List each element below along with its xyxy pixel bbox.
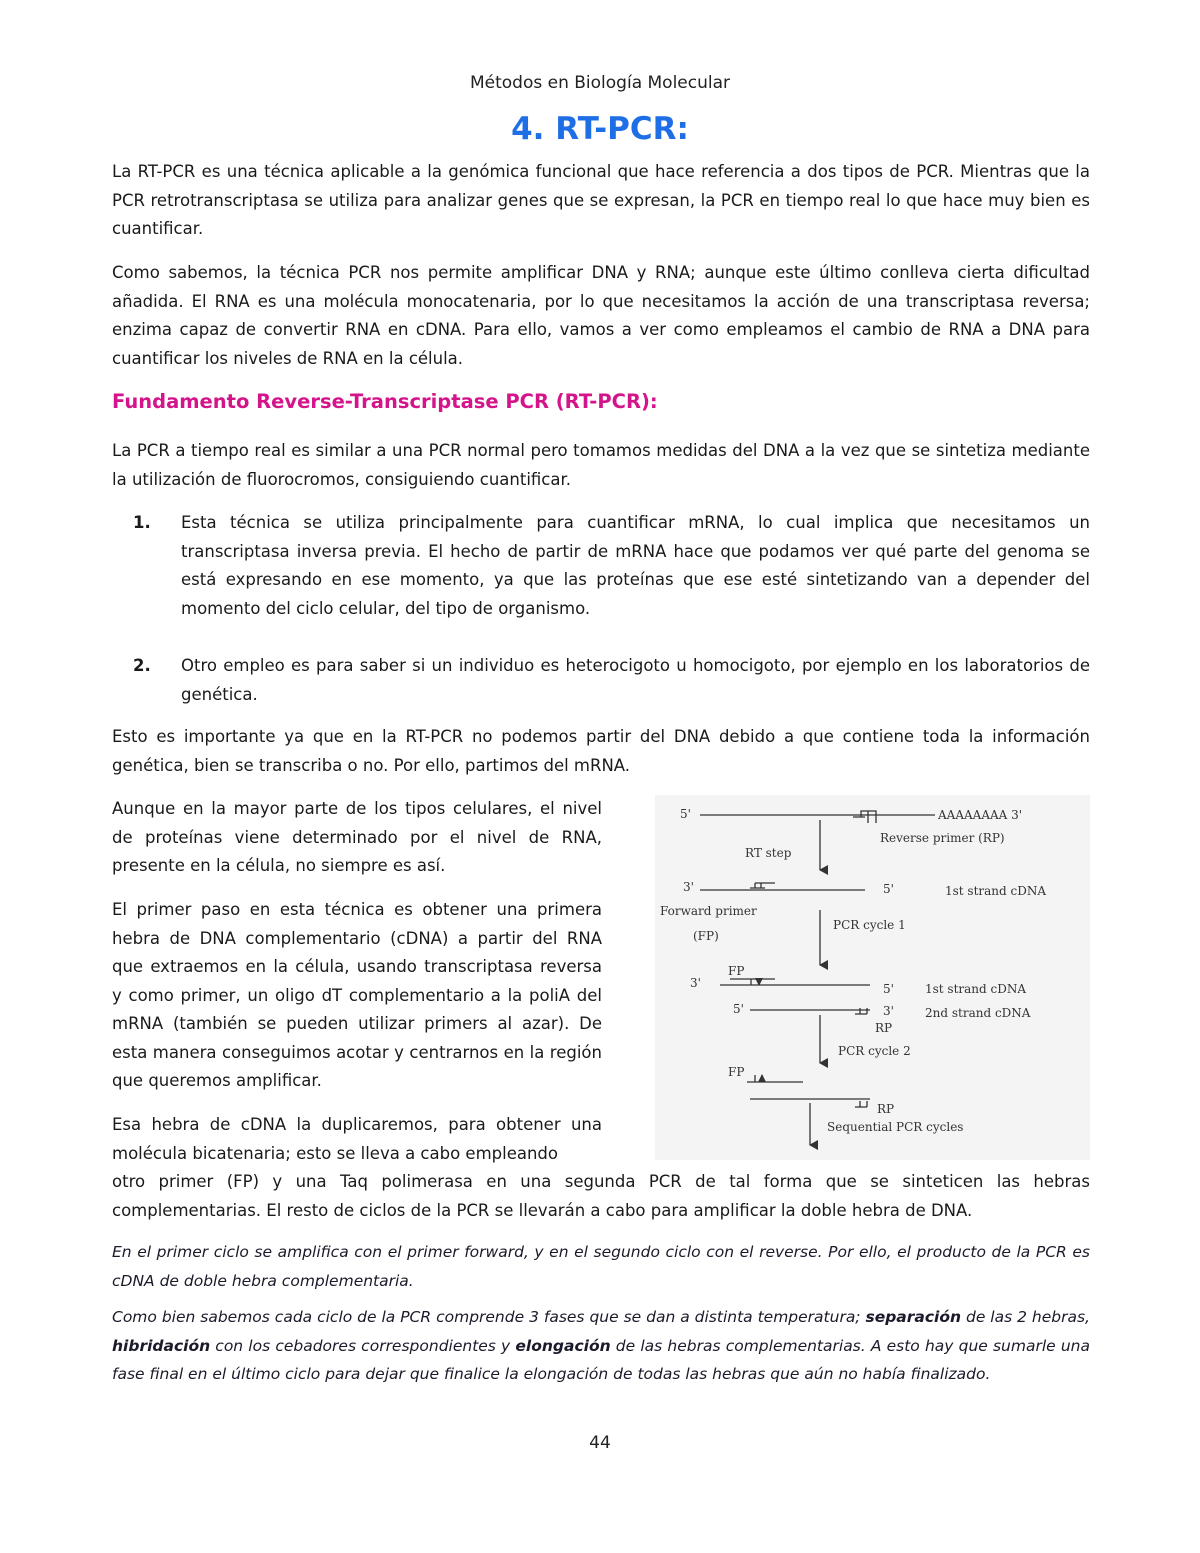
- label-reverse-primer: Reverse primer (RP): [880, 831, 1005, 845]
- intro-paragraph-2: Como sabemos, la técnica PCR nos permite amplificar DNA y RNA; aunque este último conlleva cierta dificultad añadida. El RNA es una molécula monocatenaria, por lo que necesitamos la acción de una transcriptasa reversa; enzima capaz de convertir RNA en cDNA. Para ello, vamos a ver como empleamos el cambio de RNA a DNA para cuantificar los niveles de RNA en la célula.: [112, 263, 1090, 368]
- bold-term-hibridacion: hibridación: [112, 1336, 211, 1355]
- rp-primer-mark: [855, 1008, 867, 1014]
- label-5prime: 5': [680, 807, 691, 821]
- list-item-text: Esta técnica se utiliza principalmente para cuantificar mRNA, lo cual implica que necesitamos un transcriptasa inversa previa. El hecho de partir de mRNA hace que podamos ver qué parte del genoma se está expresando en ese momento, ya que las proteínas que ese esté sintetizando van a depender del momento del ciclo celular, del tipo de organismo.: [181, 513, 1090, 618]
- label-rt-step: RT step: [745, 846, 792, 860]
- italic-text: Como bien sabemos cada ciclo de la PCR comprende 3 fases que se dan a distinta temperatura;: [112, 1308, 866, 1326]
- rt-pcr-diagram: [655, 795, 1090, 1160]
- label-forward-primer: Forward primer: [660, 904, 757, 918]
- label-rp: RP: [875, 1021, 893, 1035]
- bold-term-elongacion: elongación: [515, 1336, 611, 1355]
- intro-paragraph-1: La RT-PCR es una técnica aplicable a la genómica funcional que hace referencia a dos tipos de PCR. Mientras que la PCR retrotranscriptasa se utiliza para analizar genes que se expresan, la PCR en tiempo real lo que hace muy bien es cuantificar.: [112, 162, 1090, 238]
- reverse-primer-mark: [853, 811, 876, 823]
- label-3prime: 3': [683, 880, 694, 894]
- label-3prime: 3': [883, 1004, 894, 1018]
- page-number: 44: [589, 1433, 611, 1453]
- label-pcr-cycle-2: PCR cycle 2: [838, 1044, 911, 1058]
- forward-primer-mark: [750, 883, 775, 888]
- label-3prime: 3': [690, 976, 701, 990]
- label-5prime: 5': [883, 882, 894, 896]
- section-title: 4. RT-PCR:: [511, 111, 689, 147]
- italic-paragraph-2: [112, 1303, 1090, 1389]
- fp-primer-arrow: [730, 979, 775, 985]
- fp-primer-arrow: [747, 1075, 803, 1082]
- label-rp: RP: [877, 1102, 895, 1116]
- rt-pcr-diagram-svg: [655, 795, 1090, 1160]
- side-paragraph-1: Aunque en la mayor parte de los tipos celulares, el nivel de proteínas viene determinado por el nivel de RNA, presente en la célula, no siempre es así.: [112, 799, 602, 875]
- side-paragraph-3a: Esa hebra de cDNA la duplicaremos, para obtener una molécula bicatenaria; esto se lleva a cabo empleando: [112, 1115, 602, 1163]
- label-fp-paren: (FP): [693, 929, 719, 943]
- italic-text: con los cebadores correspondientes y: [210, 1336, 516, 1355]
- section-paragraph-1: La PCR a tiempo real es similar a una PCR normal pero tomamos medidas del DNA a la vez que se sintetiza mediante la utilización de fluorocromos, consiguiendo cuantificar.: [112, 441, 1090, 489]
- bold-term-separacion: separación: [865, 1308, 962, 1326]
- label-fp: FP: [728, 964, 745, 978]
- list-item-number: 2.: [133, 656, 151, 675]
- list-item-number: 1.: [133, 513, 151, 532]
- italic-paragraph-1: En el primer ciclo se amplifica con el primer forward, y en el segundo ciclo con el reverse. Por ello, el producto de la PCR es cDNA de doble hebra complementaria.: [112, 1243, 1090, 1290]
- label-polya: AAAAAAAA 3': [938, 808, 1023, 822]
- side-paragraph-2: El primer paso en esta técnica es obtener una primera hebra de DNA complementario (cDNA) a partir del RNA que extraemos en la célula, usando transcriptasa reversa y como primer, un oligo dT complementario a la poliA del mRNA (también se pueden utilizar primers al azar). De esta manera conseguimos acotar y centrarnos en la región que queremos amplificar.: [112, 900, 602, 1090]
- label-first-strand: 1st strand cDNA: [925, 982, 1027, 996]
- label-fp: FP: [728, 1065, 745, 1079]
- label-first-strand: 1st strand cDNA: [945, 884, 1047, 898]
- list-item-text: Otro empleo es para saber si un individuo es heterocigoto u homocigoto, por ejemplo en los laboratorios de genética.: [181, 656, 1090, 704]
- label-pcr-cycle-1: PCR cycle 1: [833, 918, 906, 932]
- label-sequential: Sequential PCR cycles: [827, 1120, 964, 1134]
- italic-text: de las hebras complementarias. A esto hay que sumarle una fase final en el último ciclo para dejar que finalice la elongación de todas las hebras que aún no había finalizado.: [112, 1336, 1090, 1383]
- running-header: Métodos en Biología Molecular: [469, 73, 731, 93]
- label-second-strand: 2nd strand cDNA: [925, 1006, 1031, 1020]
- italic-text: de las 2 hebras,: [961, 1308, 1090, 1326]
- section-paragraph-2: Esto es importante ya que en la RT-PCR no podemos partir del DNA debido a que contiene toda la información genética, bien se transcriba o no. Por ello, partimos del mRNA.: [112, 727, 1090, 775]
- side-paragraph-3b: otro primer (FP) y una Taq polimerasa en una segunda PCR de tal forma que se sinteticen las hebras complementarias. El resto de ciclos de la PCR se llevarán a cabo para amplificar la doble hebra de DNA.: [112, 1172, 1090, 1220]
- subheading: Fundamento Reverse-Transcriptase PCR (RT-PCR):: [112, 390, 658, 413]
- label-5prime: 5': [883, 982, 894, 996]
- rp-primer-mark: [855, 1101, 867, 1107]
- label-5prime: 5': [733, 1002, 744, 1016]
